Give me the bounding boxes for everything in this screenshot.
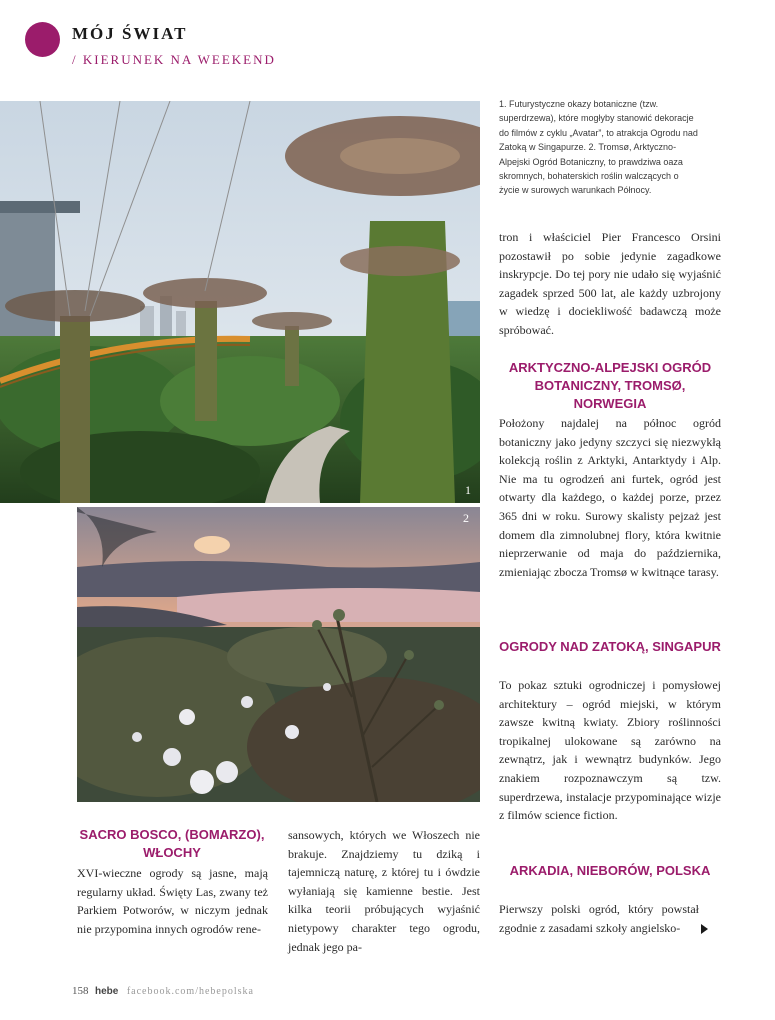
paragraph-arktyczno-alpejski: Położony najdalej na północ ogród botaniczny jako jedyny szczyci się niezwykłą kolekcją roślin z Arktyki, Antarktydy i Alp. Nie ma tu ogrodzeń ani furtek, ogród jest otwarty dla każdego, o każdej porze, przez 365 dni w roku. Surowy skalisty pejzaż jest domem dla zimnolubnej flory, która kwitnie nieprzerwanie od maja do października, zmieniając zbocza Tromsø w kwitnące tarasy.: [499, 416, 721, 579]
photo-tromso-plants: [77, 507, 480, 802]
continue-arrow-icon: [701, 924, 708, 934]
photo-supertrees: [0, 101, 480, 503]
magazine-logo: hebe: [95, 986, 119, 997]
paragraph-ogrody-nad-zatoka: To pokaz sztuki ogrodniczej i pomysłowej architektury – ogród miejski, w którym zawsze kwitną kwiaty. Zbiory roślinności tropikalnej ulokowane są zarówno na zewnątrz, jak i wewnątrz budynków. Jego znakiem rozpoznawczym są tzw. superdrzewa, instalacje przypominające wizje z filmów science fiction.: [499, 678, 721, 823]
heading-sacro-bosco: SACRO BOSCO, (BOMARZO), WŁOCHY: [79, 827, 265, 860]
page-footer: [72, 985, 254, 997]
paragraph-arkadia: Pierwszy polski ogród, który powstał zgodnie z zasadami szkoły angielsko-: [499, 902, 699, 935]
heading-arktyczno-alpejski: ARKTYCZNO-ALPEJSKI OGRÓD BOTANICZNY, TROMSØ, NORWEGIA: [508, 360, 712, 411]
facebook-link[interactable]: facebook.com/hebepolska: [126, 986, 254, 997]
heading-ogrody-nad-zatoka: OGRODY NAD ZATOKĄ, SINGAPUR: [499, 639, 721, 654]
photo-caption: 1. Futurystyczne okazy botaniczne (tzw. superdrzewa), które mogłyby stanowić dekoracje do filmów z cyklu „Avatar”, to atrakcja Ogrodu nad Zatoką w Singapurze. 2. Tromsø, Arktyczno-Alpejski Ogród Botaniczny, to prawdziwa oaza skromnych, bohaterskich roślin walczących o życie w surowych warunkach Północy.: [499, 99, 698, 196]
page-number: 158: [72, 985, 89, 997]
section-badge: [25, 22, 60, 57]
photo-number-1: 1: [465, 483, 471, 497]
heading-arkadia: ARKADIA, NIEBORÓW, POLSKA: [509, 863, 711, 878]
paragraph-sacro-bosco-left: XVI-wieczne ogrody są jasne, mają regularny układ. Święty Las, zwany też Parkiem Potworów, w niczym jednak nie przypomina innych ogrodów rene-: [77, 866, 268, 936]
section-title: MÓJ ŚWIAT: [72, 24, 188, 43]
photo-number-2: 2: [463, 511, 469, 525]
section-subtitle: / KIERUNEK NA WEEKEND: [72, 52, 276, 67]
paragraph-sacro-bosco-middle: sansowych, których we Włoszech nie brakuje. Znajdziemy tu dziką i tajemniczą naturę, z której tu i ówdzie wyłaniają się kamienne bestie. Jest kilka teorii próbujących wyjaśnić nietypowy charakter tego ogrodu, jednak jego pa-: [288, 828, 480, 954]
intro-paragraph: tron i właściciel Pier Francesco Orsini pozostawił po sobie jedynie zagadkowe inskrypcje. Do tej pory nie udało się wyjaśnić zagadek sprzed 500 lat, ale każdy uzbrojony w wiedzę i dociekliwość badawczą może spróbować.: [499, 230, 721, 337]
